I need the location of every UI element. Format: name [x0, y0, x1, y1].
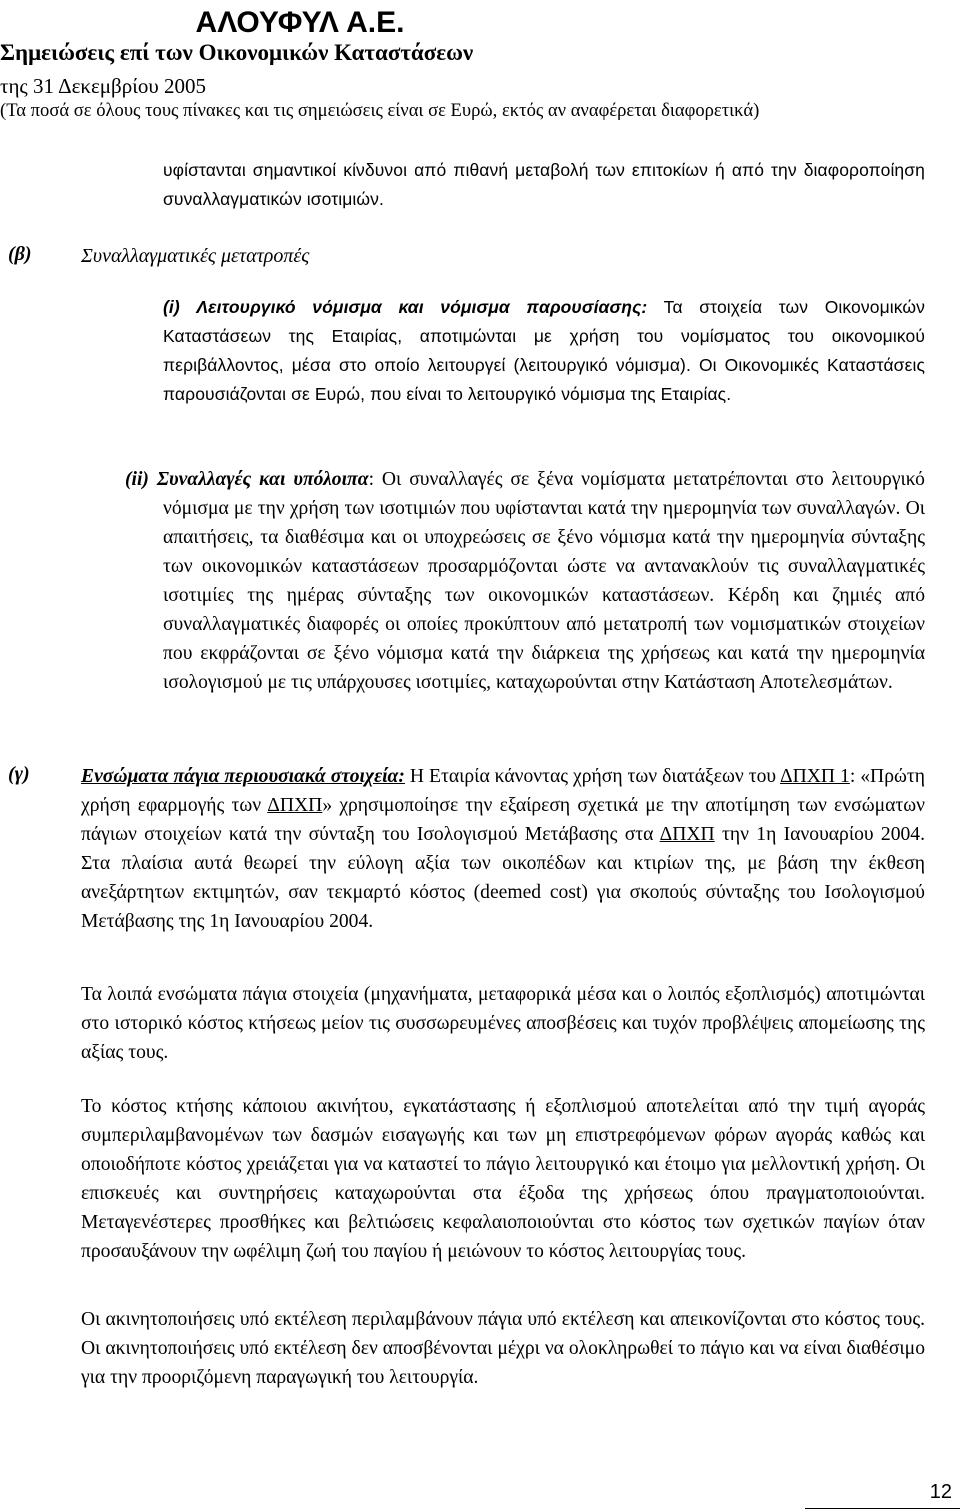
page-number: 12 [929, 1481, 952, 1503]
intro-paragraph: υφίστανται σημαντικοί κίνδυνοι από πιθανή μεταβολή των επιτοκίων ή από την διαφοροποίηση συναλλαγματικών ισοτιμιών. [163, 160, 925, 209]
section-g-label: (γ) [8, 763, 30, 785]
sub-section-ii-title: (ii) Συναλλαγές και υπόλοιπα [125, 469, 369, 490]
section-g-paragraph-2: Τα λοιπά ενσώματα πάγια στοιχεία (μηχανήματα, μεταφορικά μέσα και ο λοιπός εξοπλισμός) αποτιμώνται στο ιστορικό κόστος κτήσεως μείον τις συσσωρευμένες αποσβέσεις και τυχόν προβλέψεις απομείωσης της αξίας τους. [81, 984, 925, 1063]
sub-section-ii-text-a: : Οι συναλλαγές σε ξένα νομίσματα μετατρέπονται στο λειτουργικό νόμισμα με την χρήση των ισοτιμιών που υφίστανται κατά την ημερομηνία των συναλλαγών. [163, 469, 925, 519]
section-g-paragraph-4: Οι ακινητοποιήσεις υπό εκτέλεση περιλαμβάνουν πάγια υπό εκτέλεση και απεικονίζονται στο κόστος τους. Οι ακινητοποιήσεις υπό εκτέλεση δεν αποσβένονται μέχρι να ολοκληρωθεί το πάγιο και να είναι διαθέσιμο για την προοριζόμενη παραγωγική του λειτουργία. [81, 1309, 925, 1388]
document-title: Σημειώσεις επί των Οικονομικών Καταστάσεων [0, 40, 474, 65]
company-name: ΑΛΟΥΦΥΛ Α.Ε. [195, 6, 405, 39]
document-date: της 31 Δεκεμβρίου 2005 [0, 74, 207, 98]
section-g-title: Ενσώματα πάγια περιουσιακά στοιχεία: [81, 766, 405, 787]
currency-note: (Τα ποσά σε όλους τους πίνακες και τις σημειώσεις είναι σε Ευρώ, εκτός αν αναφέρεται διαφορετικά) [0, 100, 760, 121]
p1-text-a: Η Εταιρία κάνοντας χρήση των διατάξεων του [404, 766, 780, 787]
p1-ref-1: ΔΠΧΠ 1 [780, 766, 850, 787]
sub-section-i [163, 293, 925, 409]
sub-section-i-title: (i) Λειτουργικό νόμισμα και νόμισμα παρουσίασης: [163, 297, 648, 317]
section-g-paragraph-3: Το κόστος κτήσης κάποιου ακινήτου, εγκατάστασης ή εξοπλισμού αποτελείται από την τιμή αγοράς συμπεριλαμβανομένων των δασμών εισαγωγής και των μη επιστρεφόμενων φόρων αγοράς καθώς και οποιοδήποτε κόστος χρειάζεται για να καταστεί το πάγιο λειτουργικό και έτοιμο για μελλοντική χρήση. Οι επισκευές και συντηρήσεις καταχωρούνται στα έξοδα της χρήσεως όπου πραγματοποιούνται. Μεταγενέστερες προσθήκες και βελτιώσεις κεφαλαιοποιούνται στο κόστος των σχετικών παγίων όταν προσαυξάνουν την ωφέλιμη ζωή του παγίου ή μειώνουν το κόστος λειτουργίας τους. [81, 1096, 925, 1262]
footer-rule [805, 1508, 960, 1509]
sub-section-ii [125, 465, 925, 697]
p1-text-c: » χρησιμοποίησε την εξαίρεση σχετικά με την αποτίμηση των ενσώματων πάγιων στοιχείων κατά την σύνταξη του Ισολογισμού Μετάβασης στα [81, 795, 925, 845]
section-b-heading: Συναλλαγματικές μετατροπές [81, 245, 310, 267]
p1-ref-3: ΔΠΧΠ [659, 824, 715, 845]
p1-text-d: την 1η Ιανουαρίου 2004. Στα πλαίσια αυτά θεωρεί την εύλογη αξία των οικοπέδων και κτιρίων της, με βάση την έκθεση ανεξάρτητων εκτιμητών, σαν τεκμαρτό κόστος (deemed cost) για σκοπούς σύνταξης του Ισολογισμού Μετάβασης της 1η Ιανουαρίου 2004. [81, 824, 925, 932]
sub-section-ii-text-b: Οι απαιτήσεις, τα διαθέσιμα και οι υποχρεώσεις σε ξένο νόμισμα κατά την ημερομηνία σύνταξης των οικονομικών καταστάσεων προσαρμόζονται ώστε να αντανακλούν τις συναλλαγματικές ισοτιμίες της ημέρας σύνταξης των οικονομικών καταστάσεων. Κέρδη και ζημιές από συναλλαγματικές διαφορές οι οποίες προκύπτουν από μετατροπή των νομισματικών στοιχείων που εκφράζονται σε ξένο νόμισμα κατά την διάρκεια της χρήσεως και κατά την ημερομηνία ισολογισμού με τις υπάρχουσες ισοτιμίες, καταχωρούνται στην Κατάσταση Αποτελεσμάτων. [163, 498, 925, 693]
section-g-paragraph-1 [81, 762, 925, 936]
section-b-label: (β) [8, 243, 32, 265]
p1-text-b: : «Πρώτη χρήση εφαρμογής των [81, 766, 925, 816]
p1-ref-2: ΔΠΧΠ [267, 795, 323, 816]
sub-section-i-text: Τα στοιχεία των Οικονομικών Καταστάσεων της Εταιρίας, αποτιμώνται με χρήση του νομίσματος του οικονομικού περιβάλλοντος, μέσα στο οποίο λειτουργεί (λειτουργικό νόμισμα). Οι Οικονομικές Καταστάσεις παρουσιάζονται σε Ευρώ, που είναι το λειτουργικό νόμισμα της Εταιρίας. [163, 297, 925, 404]
